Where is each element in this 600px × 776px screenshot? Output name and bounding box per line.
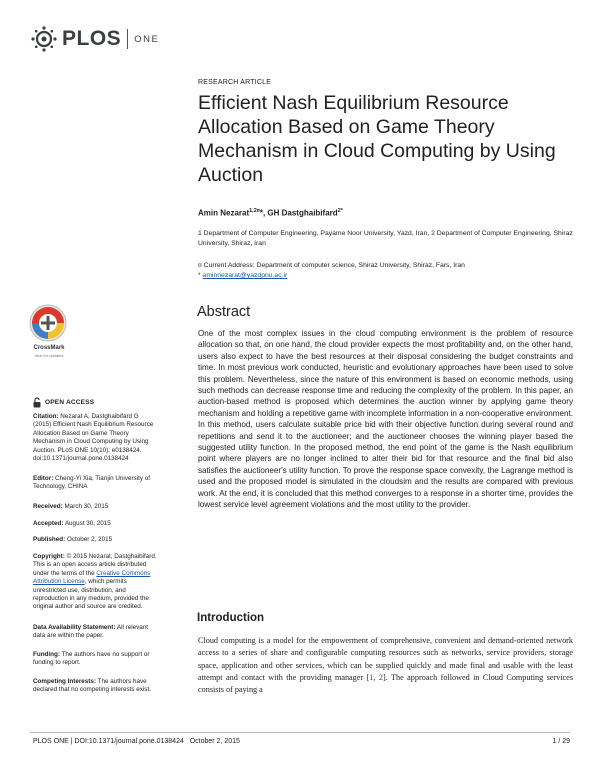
affiliations: 1 Department of Computer Engineering, Payame Noor University, Yazd, Iran, 2 Department of Computer Engineering, Shiraz University, Shiraz, Iran bbox=[198, 230, 573, 247]
corresponding-mark: *, bbox=[259, 208, 268, 218]
open-access-label: OPEN ACCESS bbox=[45, 399, 95, 406]
crossmark-icon bbox=[28, 303, 68, 343]
introduction-text-end: ]. The approach followed in Cloud Computing services consists of paying a bbox=[198, 672, 574, 695]
copyright-text: © 2015 Nezarat, Dastghaibifard. This is an open access article distributed under the terms of the bbox=[33, 553, 157, 577]
journal-logo[interactable] bbox=[30, 24, 159, 54]
current-address-block bbox=[198, 261, 578, 281]
corresponding-email-link[interactable]: aminnezarat@yazdpnu.ac.ir bbox=[202, 272, 288, 279]
published-block bbox=[33, 536, 158, 544]
data-availability-text: All relevant data are within the paper. bbox=[33, 624, 149, 640]
crossmark-badge[interactable] bbox=[28, 303, 68, 359]
competing-interests-label: Competing Interests: bbox=[33, 678, 96, 685]
footer-citation: PLOS ONE | DOI:10.1371/journal.pone.0138424 October 2, 2015 bbox=[33, 738, 240, 745]
abstract-text: One of the most complex issues in the cloud computing environment is the problem of resource allocation so that, on one hand, the cloud provider expects the most profitability and, on the other hand, users also expect to have the best resources at their disposal considering the budget constraints and time. In most previous work conducted, heuristic and evolutionary approaches have been used to solve this problem. Nevertheless, since the nature of this environment is based on economic methods, using such methods can decrease response time and reducing the complexity of the problem. In this paper, an auction-based method is proposed which determines the auction winner by applying game theory mechanism and holding a repetitive game with incomplete information in a non-cooperative environment. In this method, users calculate suitable price bid with their objective function during several round and repetitions and send it to the auctioneer; and the auctioneer chooses the winning player based the suggested utility function. In the proposed method, the end point of the game is the Nash equilibrium point where players are no longer inclined to alter their bid for that resource and the final bid also satisfies the auctioneer's utility function. To prove the response space convexity, the Lagrange method is used and the proposed model is simulated in the cloudsim and the results are compared with previous work. At the end, it is concluded that this method converges to a response in a shorter time, provides the lowest service level agreement violations and the most utility to the provider. bbox=[198, 329, 573, 510]
accepted-block bbox=[33, 520, 158, 528]
received-block bbox=[33, 503, 158, 511]
copyright-block bbox=[33, 553, 158, 612]
article-type: RESEARCH ARTICLE bbox=[198, 79, 272, 86]
introduction-text bbox=[198, 635, 573, 696]
citation-link[interactable]: 1 bbox=[369, 672, 374, 682]
accepted-label: Accepted: bbox=[33, 520, 64, 527]
author-name[interactable]: Amin Nezarat bbox=[198, 208, 250, 218]
competing-interests-block bbox=[33, 678, 158, 695]
brand-name: PLOS bbox=[62, 27, 122, 50]
footer-divider bbox=[30, 732, 570, 733]
received-label: Received: bbox=[33, 503, 63, 510]
current-address: ¤ Current Address: Department of computer science, Shiraz University, Shiraz, Fars, Iran bbox=[198, 262, 465, 269]
page-number: 1 / 29 bbox=[552, 738, 570, 745]
logo-divider bbox=[127, 29, 128, 49]
license-link[interactable]: Creative Commons Attribution License bbox=[33, 569, 151, 586]
author-list bbox=[198, 208, 343, 218]
abstract-heading: Abstract bbox=[197, 304, 251, 320]
author-name[interactable]: GH Dastghaibifard bbox=[267, 208, 338, 218]
author-affiliation-mark: 2* bbox=[337, 208, 343, 214]
funding-label: Funding: bbox=[33, 651, 60, 658]
corresponding-email-line bbox=[198, 271, 578, 281]
crossmark-label: CrossMark bbox=[33, 345, 65, 351]
published-date: October 2, 2015 bbox=[66, 536, 113, 543]
data-availability-block bbox=[33, 624, 158, 641]
plos-logo-icon bbox=[30, 25, 58, 53]
citation-link[interactable]: 2 bbox=[378, 672, 383, 682]
citation-block bbox=[33, 413, 158, 463]
email-star: * bbox=[198, 272, 203, 279]
funding-block bbox=[33, 651, 158, 668]
editor-label: Editor: bbox=[33, 475, 54, 482]
open-access-badge bbox=[33, 397, 94, 408]
author-affiliation-mark: 1,2¤ bbox=[249, 208, 260, 214]
competing-interests-text: The authors have declared that no competing interests exist. bbox=[33, 678, 151, 694]
open-lock-icon bbox=[33, 397, 41, 408]
citation-separator: , bbox=[373, 672, 379, 682]
introduction-text-start: Cloud computing is a model for the empowerment of comprehensive, convenient and demand-oriented network access to a series of share and configurable computing resources such as networks, service providers, storage space, application and other services, which can be supplied quickly and made final and usable with the least attempt and contact with the providing manager [ bbox=[198, 636, 573, 682]
introduction-heading: Introduction bbox=[197, 612, 265, 624]
copyright-label: Copyright: bbox=[33, 553, 65, 560]
journal-name: ONE bbox=[134, 33, 160, 45]
copyright-text-end: , which permits unrestricted use, distribution, and reproduction in any medium, provided the original author and source are credited. bbox=[33, 578, 149, 611]
accepted-date: August 30, 2015 bbox=[64, 520, 111, 527]
editor-block bbox=[33, 475, 158, 492]
funding-text: The authors have no support or funding to report. bbox=[33, 651, 150, 667]
crossmark-sublabel: click for updates bbox=[34, 353, 64, 358]
citation-label: Citation: bbox=[33, 413, 59, 420]
citation-text: Nezarat A, Dastghaibifard G (2015) Efficient Nash Equilibrium Resource Allocation Based on Game Theory Mechanism in Cloud Computing by Using Auction. PLoS ONE 10(10): e0138424. doi:10.1371/journal.pone.0138424 bbox=[33, 413, 154, 463]
data-availability-label: Data Availability Statement: bbox=[33, 624, 116, 631]
received-date: March 30, 2015 bbox=[64, 503, 109, 510]
article-title: Efficient Nash Equilibrium Resource Allocation Based on Game Theory Mechanism in Cloud Computing by Using Auction bbox=[198, 92, 556, 186]
editor-text: Cheng-Yi Xia, Tianjin University of Technology, CHINA bbox=[33, 475, 151, 491]
published-label: Published: bbox=[33, 536, 66, 543]
